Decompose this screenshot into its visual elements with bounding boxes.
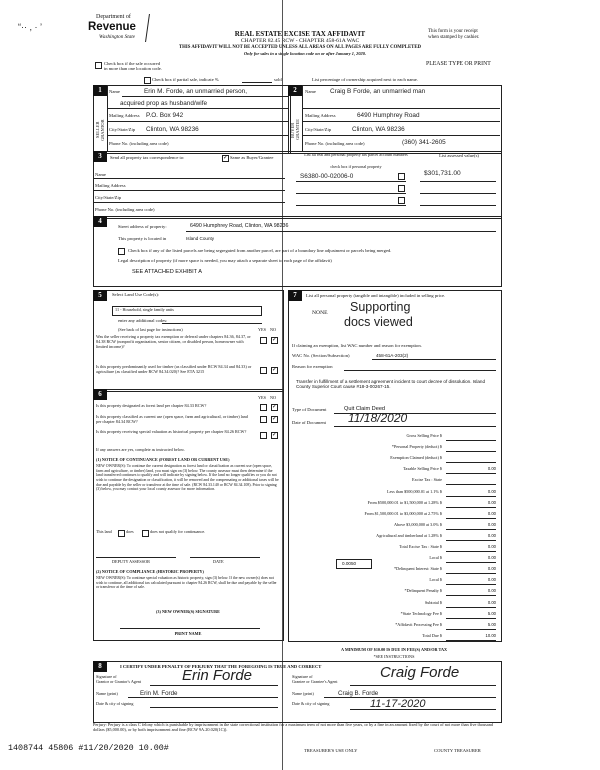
form-chapter: CHAPTER 82.45 RCW - CHAPTER 458-61A WAC [240,38,360,44]
select-land-use-label: Select Land Use Code(s): [112,292,160,297]
buyer-name-label: Name [305,89,316,94]
grantee-date-city-label: Date & city of signing [292,701,330,706]
tax-row-line [446,440,496,441]
sec6-question-1: Is this property designated as forest land per chapter 84.33 RCW? [96,403,207,408]
sec6-question-3: Is this property receiving special valuation as historical property per chapter 84.26 RCW? [96,429,247,434]
sold-label: sold. [274,77,283,82]
county-treasurer-label: COUNTY TREASURER [434,748,481,753]
multi-location-checkbox[interactable] [95,62,102,69]
tax-row-label: Exemption Claimed (deduct) $ [390,455,442,461]
tax-row-value: 0.00 [487,566,496,572]
section-4-number: 4 [93,216,107,227]
seller-name-label: Name [109,89,120,94]
tax-row-value: 0.00 [487,532,496,538]
tax-row-value: 0.00 [487,599,496,605]
land-does-label: does [126,529,134,534]
sec5-no-header: NO [270,327,277,332]
assessor-date-label: DATE [213,559,224,564]
sales-note: Only for sales in a single location code on or after January 1, 2020. [243,51,367,56]
grantee-signature: Craig Forde [380,664,460,681]
parcel-value: S6380-00-02006-0 [300,173,354,180]
seller-city-value: Clinton, WA 98236 [146,126,199,133]
wac-value: 458-61A-203(2) [376,353,409,358]
doc-date-value: 11/18/2020 [348,411,408,425]
tax-row-line [446,507,496,508]
if-yes-label: If any answers are yes, complete as instructed below. [96,447,185,452]
grantor-signature-label: Signature of Grantor or Grantor's Agent [96,674,142,684]
sec5-q1-yes[interactable] [260,337,267,344]
tax-row-value: 0.00 [487,521,496,527]
sec6-q2-no[interactable]: ✓ [272,416,278,422]
tax-row-value: 0.00 [487,588,496,594]
buyer-address-value: 6490 Humphrey Road [357,112,420,119]
tax-row-value: 5.00 [487,621,496,627]
personal-check-label: check box if personal property [330,164,382,169]
tax-row-label: From $500,000.01 to $1,500,000 at 1.28% $ [367,499,442,505]
tax-row-label: *Personal Property (deduct) $ [391,444,442,450]
street-address-label: Street address of property: [118,224,167,229]
parcel-personal-checkbox-1[interactable] [398,173,405,180]
buyer-name-value: Craig B Forde, an unmarried man [330,88,426,95]
parcel-personal-checkbox-2[interactable] [398,185,405,192]
sec6-q3-yes[interactable] [260,432,267,439]
land-does-not-label: does not qualify for continuance. [150,529,206,534]
grantor-name-print-label: Name (print) [96,691,118,696]
seller-name-value: Erin M. Forde, an unmarried person, [144,88,248,95]
tax-row-value: 0.00 [487,499,496,505]
notice-continuance-text: NEW OWNER(S): To continue the current designation as forest land or classification as current use (open space, farm and agriculture, or timber) land, you must sign on (3) below. The county assessor must then determine if the land transferred continues to qualify and will indicate by signing below. If the land no longer qualifies or you do not wish to continue the designation or classification, it will be removed and the compensating or additional taxes will be due and payable by the seller or transferor at the time of sale. (RCW 84.33.140 or RCW 84.34.108). Prior to signing (3) below, you may contact your local county assessor for more information. [96,464,279,492]
section-6-number: 6 [93,389,107,400]
same-as-buyer-checkbox[interactable]: ✓ [223,155,229,161]
tax-row-label: *Affidavit Processing Fee $ [395,621,442,627]
tax-row-label: Local $ [429,555,442,561]
seller-name-value-2: acquired prop as husband/wife [120,100,208,107]
section-2-number: 2 [288,85,302,96]
partial-sale-checkbox[interactable] [144,77,151,84]
tax-row-line [446,595,496,596]
tax-row-label: Local $ [429,577,442,583]
located-label: This property is located in [118,236,167,241]
seller-city-label: City/State/Zip [109,127,136,132]
tax-row-label: Agricultural and timberland at 1.28% $ [376,532,442,538]
tax-row-value: 0.00 [487,466,496,472]
tax-row-label: *Delinquent Interest: State $ [393,566,442,572]
tax-row-label: Gross Selling Price $ [406,433,442,438]
tax-row-value: 0.00 [487,555,496,561]
land-use-value: 11 - Household, single family units [115,307,174,312]
tax-row-line [446,618,496,619]
sec5-q2-yes[interactable] [260,367,267,374]
tax-row-label: Above $3,000,000 at 3.0% $ [393,521,442,527]
tax-row-value: 0.00 [487,577,496,583]
tax-row-line [446,540,496,541]
revenue-logo: Revenue [88,21,136,33]
doc-type-label: Type of Document [292,407,327,412]
buyer-side-label: BUYER GRANTEE [290,119,301,141]
tax-row-value: 0.00 [487,544,496,549]
doc-type-value: Quit Claim Deed [344,406,386,412]
wac-label: WAC No. (Section/Subsection) [292,353,350,358]
tax-row-line [446,473,496,474]
sec6-no-header: NO [270,395,277,400]
tax-row-label: Total Due $ [422,632,442,638]
seller-address-value: P.O. Box 942 [146,112,184,119]
sec6-q1-yes[interactable] [260,404,267,411]
reason-label: Reason for exemption [292,364,333,369]
treasurer-use-label: TREASURER'S USE ONLY [304,748,358,753]
tax-row-label: *State Technology Fee $ [400,610,442,616]
sec6-q2-yes[interactable] [260,416,267,423]
tax-row-label: *Delinquent Penalty $ [404,588,442,594]
sec6-q1-no[interactable]: ✓ [272,404,278,410]
sec3-name-label: Name [95,172,106,177]
street-address-value: 6490 Humphrey Road, Clinton, WA 98236 [190,223,289,229]
minimum-due-note: A MINIMUM OF $10.00 IS DUE IN FEE(S) AND/OR TAX [340,647,447,652]
notice-compliance-title: (2) NOTICE OF COMPLIANCE (HISTORIC PROPERTY) [96,569,204,574]
land-does-checkbox[interactable] [118,530,125,537]
reason-value: Transfer in fulfillment of a settlement agreement incident to court decree of dissolution. Island County Superior Court cause #18-3-00267-15. [296,379,486,390]
parcel-personal-checkbox-3[interactable] [398,197,405,204]
tax-row-line [446,529,496,530]
legal-description-value: SEE ATTACHED EXHIBIT A [132,269,202,275]
form-title: REAL ESTATE EXCISE TAX AFFIDAVIT [234,30,366,38]
certify-statement: I CERTIFY UNDER PENALTY OF PERJURY THAT THE FOREGOING IS TRUE AND CORRECT [120,664,322,669]
buyer-address-label: Mailing Address [305,113,336,118]
segregated-label: Check box if any of the listed parcels are being segregated from another parcel, are part of a boundary line adjustment or parcels being merged. [128,248,392,253]
section-1-number: 1 [93,85,107,96]
sec5-yes-header: YES [258,327,266,332]
tax-row-label: Taxable Selling Price $ [403,466,442,472]
tax-row-line [446,518,496,519]
grantor-date-city-label: Date & city of signing [96,701,134,706]
supporting-docs-stamp-2: docs viewed [344,315,413,329]
grantee-signature-label: Signature of Grantee or Grantee's Agent [292,674,338,684]
tax-row-label: Subtotal $ [424,599,442,605]
grantee-name-print: Craig B. Forde [338,690,379,697]
tax-row-label: From $1,500,000.01 to $3,000,000 at 2.75% $ [364,510,442,516]
section-7-number: 7 [288,290,302,301]
dept-label: Department of [96,14,131,20]
personal-property-value: NONE [312,310,328,316]
seller-address-label: Mailing Address [109,113,140,118]
notice-continuance-title: (1) NOTICE OF CONTINUANCE (FOREST LAND OR CURRENT USE) [96,457,230,462]
section-8-number: 8 [93,661,107,672]
section-5-number: 5 [93,290,107,301]
this-land-label: This land [96,529,112,534]
enter-additional-label: enter any additional codes: [118,318,168,323]
sec6-q3-no[interactable]: ✓ [272,432,278,438]
grantee-signing-date: 11-17-2020 [370,698,426,710]
segregated-checkbox[interactable] [118,248,125,255]
tax-row-line [446,496,496,497]
sec5-question-2: Is this property predominantly used for timber (as classified under RCW 84.34 and 84.33) or agriculture (as classified under RCW 84.34.020)? See ETA 3215 [96,364,252,374]
list-personal-property-label: List all personal property (tangible and intangible) included in selling price. [306,293,446,298]
tax-row-line [446,562,496,563]
sec5-q2-no[interactable]: ✓ [272,367,278,373]
assessed-value: $301,731.00 [424,170,461,177]
tax-row-value: 5.00 [487,610,496,616]
send-correspondence-label: Send all property tax correspondence to: [110,155,185,160]
sec5-question-1: Was the seller receiving a property tax exemption or deferral under chapters 84.36, 84.37, or 84.38 RCW (nonprofit organization, senior citizen, or disabled person, homeowner with limited income)? [96,334,251,349]
located-value: Island County [186,236,215,241]
please-type: PLEASE TYPE OR PRINT [426,61,491,67]
partial-sale-label: Check box if partial sale, indicate % [152,77,219,82]
section-6-box [93,389,284,641]
sec5-q1-no[interactable]: ✓ [272,337,278,343]
legal-description-label: Legal description of property (if more space is needed, you may attach a separate sheet to each page of the affidavit) [118,258,332,263]
washington-state-label: Washington State [99,34,135,40]
sec3-address-label: Mailing Address [95,183,126,188]
tax-row-line [446,462,496,463]
section-3-number: 3 [93,151,107,162]
see-back-label: (See back of last page for instructions) [118,327,183,332]
recording-stamp: 1408744 45806 #11/20/2020 10.00# [8,743,169,753]
buyer-phone-label: Phone No. (including area code) [305,141,365,146]
notice-compliance-text: NEW OWNER(S): To continue special valuation as historic property, sign (3) below. If the new owner(s) does not wish to continue, all additional tax calculated pursuant to chapter 84.26 RCW, shall be due and payable by the seller or transferor at the time of sale. [96,576,277,590]
logo-mark [145,14,156,42]
tax-row-label: Excise Tax : State [412,477,442,483]
grantor-name-print: Erin M. Forde [140,690,178,697]
grantor-signature: Erin Forde [182,667,253,684]
tax-row-line [446,451,496,452]
tax-row-value: 0.00 [487,488,496,494]
buyer-phone-value: (360) 341-2605 [402,139,446,146]
tax-row-line [446,551,496,552]
grantee-name-print-label: Name (print) [292,691,314,696]
doc-date-label: Date of Document [292,420,326,425]
see-instructions-note: *SEE INSTRUCTIONS [373,654,415,659]
deputy-assessor-label: DEPUTY ASSESSOR [112,559,150,564]
buyer-city-value: Clinton, WA 98236 [352,126,405,133]
tax-row-label: Total Excise Tax : State $ [399,544,442,549]
sec6-yes-header: YES [258,395,266,400]
perjury-notice: Perjury: Perjury is a class C felony which is punishable by imprisonment in the state correctional institution for a maximum term of not more than five years, or by a fine in an amount fixed by the court of not more than five thousand dollars ($5,000.00), or by both imprisonment and fine (RCW 9A.20.020(1C)). [93,722,493,733]
assessed-header: List assessed value(s) [439,153,479,158]
tax-row-value: 10.00 [485,632,496,638]
supporting-docs-stamp-1: Supporting [350,300,411,314]
tax-row-line [446,584,496,585]
local-rate-value: 0.0050 [342,561,357,566]
multi-location-label: Check box if the sale occurred in more than one location code. [104,61,162,72]
claim-exemption-label: If claiming an exemption, list WAC number and reason for exemption. [292,343,422,348]
seller-side-label: SELLER GRANTOR [95,119,106,141]
tax-row-label: Less than $500,000.01 at 1.1% $ [387,488,442,494]
form-warning: THIS AFFIDAVIT WILL NOT BE ACCEPTED UNLESS ALL AREAS ON ALL PAGES ARE FULLY COMPLETED [178,45,422,50]
same-as-buyer-label: Same as Buyer/Grantee [230,155,274,160]
parcel-header: List all real and personal property tax parcel account numbers [304,152,408,157]
tax-row-value: 0.00 [487,510,496,516]
seller-phone-label: Phone No. (including area code) [109,141,169,146]
tax-row-line [446,607,496,608]
tax-row-line [446,629,496,630]
land-does-not-checkbox[interactable] [142,530,149,537]
sec6-question-2: Is this property classified as current use (open space, farm and agricultural, or timber) land per chapter 84.34 RCW? [96,414,248,424]
scan-marks: “·· , · ’ [18,22,42,32]
sec3-phone-label: Phone No. (including area code) [95,207,155,212]
buyer-city-label: City/State/Zip [305,127,332,132]
receipt-note: This form is your receipt when stamped by cashier. [428,29,480,40]
print-name-label: PRINT NAME [174,631,202,636]
tax-row-line [446,573,496,574]
ownership-pct-label: List percentage of ownership acquired next to each name. [312,77,418,82]
tax-row-line [446,640,496,641]
new-owner-signature-label: (3) NEW OWNER(S) SIGNATURE [156,609,220,614]
tax-row-line [446,484,496,485]
sec3-city-label: City/State/Zip [95,195,122,200]
